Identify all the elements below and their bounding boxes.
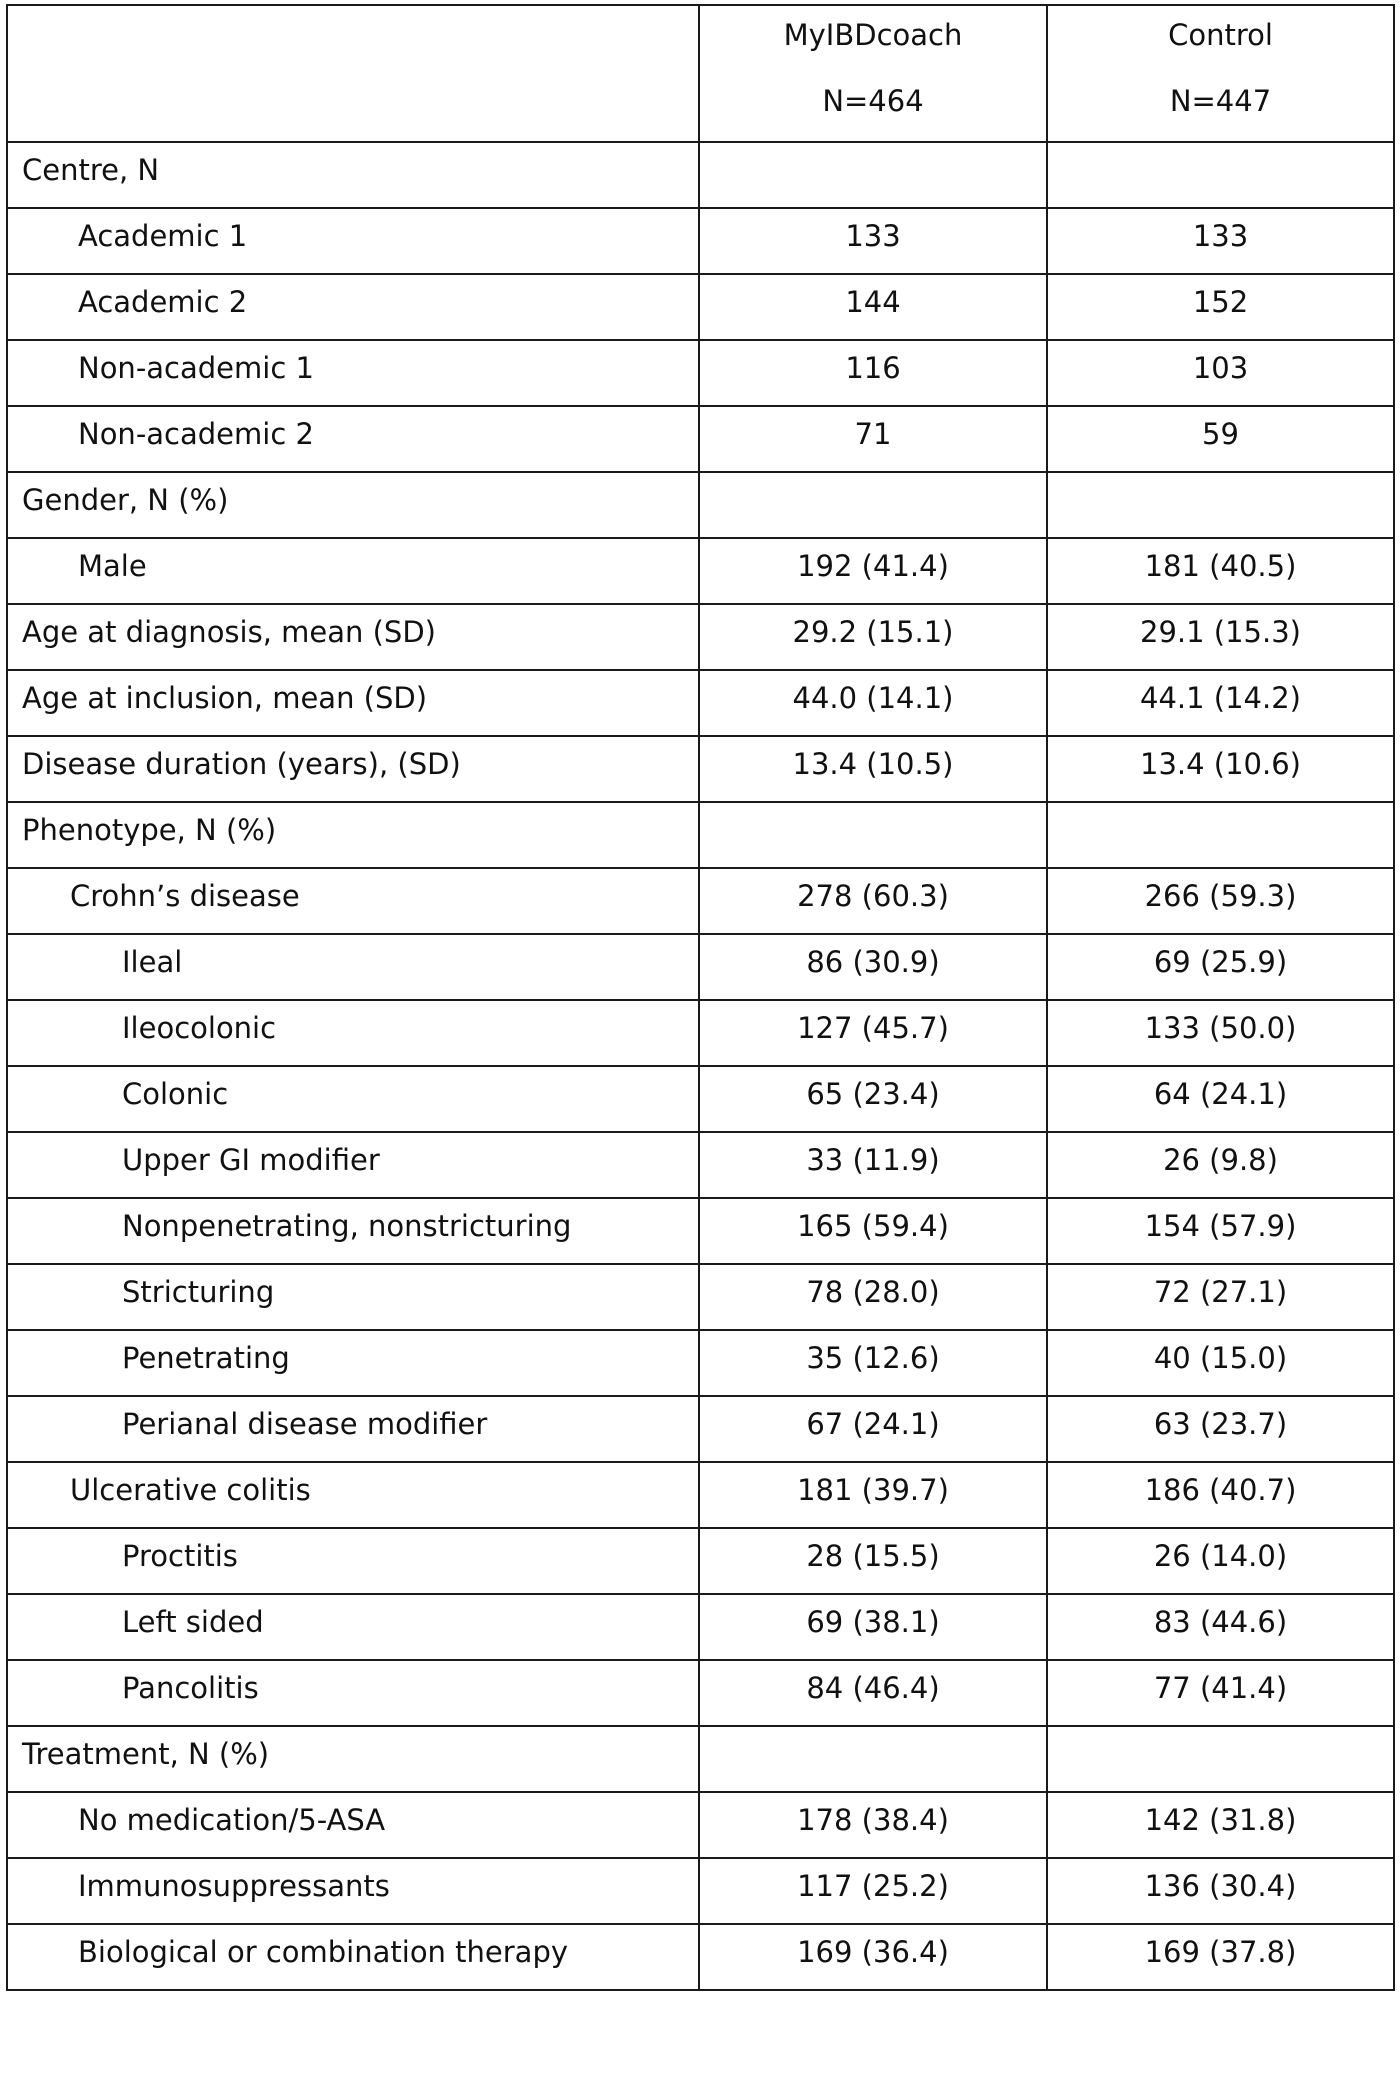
header-mybdcoach xyxy=(699,5,1047,142)
table-row xyxy=(7,1462,1394,1528)
table-row xyxy=(7,802,1394,868)
table-row xyxy=(7,1066,1394,1132)
table-row xyxy=(7,208,1394,274)
control-value: 154 (57.9) xyxy=(1047,1198,1394,1264)
table-row xyxy=(7,1528,1394,1594)
row-label: No medication/5-ASA xyxy=(7,1792,699,1858)
mybdcoach-value: 65 (23.4) xyxy=(699,1066,1047,1132)
mybdcoach-value: 67 (24.1) xyxy=(699,1396,1047,1462)
row-label: Centre, N xyxy=(7,142,699,208)
table-row xyxy=(7,538,1394,604)
table-row xyxy=(7,1924,1394,1990)
mybdcoach-value: 117 (25.2) xyxy=(699,1858,1047,1924)
table-header-row xyxy=(7,5,1394,142)
header-control-name: Control xyxy=(1168,18,1273,52)
row-label: Male xyxy=(7,538,699,604)
control-value: 169 (37.8) xyxy=(1047,1924,1394,1990)
mybdcoach-value xyxy=(699,142,1047,208)
header-label-cell xyxy=(7,5,699,142)
mybdcoach-value: 165 (59.4) xyxy=(699,1198,1047,1264)
mybdcoach-value: 116 xyxy=(699,340,1047,406)
control-value: 63 (23.7) xyxy=(1047,1396,1394,1462)
control-value: 44.1 (14.2) xyxy=(1047,670,1394,736)
mybdcoach-value xyxy=(699,472,1047,538)
control-value: 72 (27.1) xyxy=(1047,1264,1394,1330)
row-label: Non-academic 1 xyxy=(7,340,699,406)
table-row xyxy=(7,934,1394,1000)
row-label: Treatment, N (%) xyxy=(7,1726,699,1792)
control-value: 133 xyxy=(1047,208,1394,274)
table-row xyxy=(7,1660,1394,1726)
control-value: 266 (59.3) xyxy=(1047,868,1394,934)
table-row xyxy=(7,670,1394,736)
header-control xyxy=(1047,5,1394,142)
control-value xyxy=(1047,472,1394,538)
header-mybdcoach-n: N=464 xyxy=(822,84,924,118)
row-label: Ileal xyxy=(7,934,699,1000)
control-value: 133 (50.0) xyxy=(1047,1000,1394,1066)
row-label: Age at diagnosis, mean (SD) xyxy=(7,604,699,670)
control-value: 64 (24.1) xyxy=(1047,1066,1394,1132)
mybdcoach-value xyxy=(699,802,1047,868)
mybdcoach-value: 13.4 (10.5) xyxy=(699,736,1047,802)
table-row xyxy=(7,868,1394,934)
row-label: Ileocolonic xyxy=(7,1000,699,1066)
table-row xyxy=(7,1858,1394,1924)
table-row xyxy=(7,1198,1394,1264)
control-value: 142 (31.8) xyxy=(1047,1792,1394,1858)
control-value: 152 xyxy=(1047,274,1394,340)
mybdcoach-value: 69 (38.1) xyxy=(699,1594,1047,1660)
table-body xyxy=(7,142,1394,1990)
row-label: Gender, N (%) xyxy=(7,472,699,538)
table-row xyxy=(7,472,1394,538)
control-value: 26 (9.8) xyxy=(1047,1132,1394,1198)
control-value: 29.1 (15.3) xyxy=(1047,604,1394,670)
mybdcoach-value: 33 (11.9) xyxy=(699,1132,1047,1198)
table-row xyxy=(7,274,1394,340)
row-label: Biological or combination therapy xyxy=(7,1924,699,1990)
row-label: Pancolitis xyxy=(7,1660,699,1726)
table-row xyxy=(7,1726,1394,1792)
mybdcoach-value: 35 (12.6) xyxy=(699,1330,1047,1396)
row-label: Non-academic 2 xyxy=(7,406,699,472)
header-mybdcoach-name: MyIBDcoach xyxy=(783,18,963,52)
row-label: Disease duration (years), (SD) xyxy=(7,736,699,802)
table-row xyxy=(7,1330,1394,1396)
mybdcoach-value: 169 (36.4) xyxy=(699,1924,1047,1990)
control-value: 181 (40.5) xyxy=(1047,538,1394,604)
baseline-characteristics-table xyxy=(6,4,1395,1991)
row-label: Immunosuppressants xyxy=(7,1858,699,1924)
row-label: Crohn’s disease xyxy=(7,868,699,934)
control-value: 186 (40.7) xyxy=(1047,1462,1394,1528)
control-value: 40 (15.0) xyxy=(1047,1330,1394,1396)
mybdcoach-value: 29.2 (15.1) xyxy=(699,604,1047,670)
control-value: 59 xyxy=(1047,406,1394,472)
control-value: 13.4 (10.6) xyxy=(1047,736,1394,802)
control-value xyxy=(1047,142,1394,208)
mybdcoach-value xyxy=(699,1726,1047,1792)
row-label: Penetrating xyxy=(7,1330,699,1396)
mybdcoach-value: 78 (28.0) xyxy=(699,1264,1047,1330)
table-row xyxy=(7,736,1394,802)
control-value xyxy=(1047,802,1394,868)
row-label: Left sided xyxy=(7,1594,699,1660)
table-row xyxy=(7,406,1394,472)
mybdcoach-value: 28 (15.5) xyxy=(699,1528,1047,1594)
control-value: 69 (25.9) xyxy=(1047,934,1394,1000)
mybdcoach-value: 278 (60.3) xyxy=(699,868,1047,934)
mybdcoach-value: 178 (38.4) xyxy=(699,1792,1047,1858)
header-control-n: N=447 xyxy=(1169,84,1272,118)
table-row xyxy=(7,1396,1394,1462)
control-value: 136 (30.4) xyxy=(1047,1858,1394,1924)
row-label: Perianal disease modifier xyxy=(7,1396,699,1462)
control-value xyxy=(1047,1726,1394,1792)
mybdcoach-value: 144 xyxy=(699,274,1047,340)
mybdcoach-value: 133 xyxy=(699,208,1047,274)
mybdcoach-value: 71 xyxy=(699,406,1047,472)
table-row xyxy=(7,142,1394,208)
row-label: Ulcerative colitis xyxy=(7,1462,699,1528)
control-value: 26 (14.0) xyxy=(1047,1528,1394,1594)
table-row xyxy=(7,1594,1394,1660)
table-row xyxy=(7,604,1394,670)
table-row xyxy=(7,1792,1394,1858)
row-label: Proctitis xyxy=(7,1528,699,1594)
row-label: Academic 1 xyxy=(7,208,699,274)
row-label: Colonic xyxy=(7,1066,699,1132)
mybdcoach-value: 86 (30.9) xyxy=(699,934,1047,1000)
table-row xyxy=(7,1000,1394,1066)
row-label: Nonpenetrating, nonstricturing xyxy=(7,1198,699,1264)
table-row xyxy=(7,1132,1394,1198)
table-row xyxy=(7,1264,1394,1330)
mybdcoach-value: 181 (39.7) xyxy=(699,1462,1047,1528)
row-label: Stricturing xyxy=(7,1264,699,1330)
control-value: 83 (44.6) xyxy=(1047,1594,1394,1660)
row-label: Upper GI modifier xyxy=(7,1132,699,1198)
mybdcoach-value: 127 (45.7) xyxy=(699,1000,1047,1066)
mybdcoach-value: 44.0 (14.1) xyxy=(699,670,1047,736)
control-value: 103 xyxy=(1047,340,1394,406)
row-label: Age at inclusion, mean (SD) xyxy=(7,670,699,736)
table-row xyxy=(7,340,1394,406)
mybdcoach-value: 192 (41.4) xyxy=(699,538,1047,604)
row-label: Phenotype, N (%) xyxy=(7,802,699,868)
row-label: Academic 2 xyxy=(7,274,699,340)
control-value: 77 (41.4) xyxy=(1047,1660,1394,1726)
mybdcoach-value: 84 (46.4) xyxy=(699,1660,1047,1726)
